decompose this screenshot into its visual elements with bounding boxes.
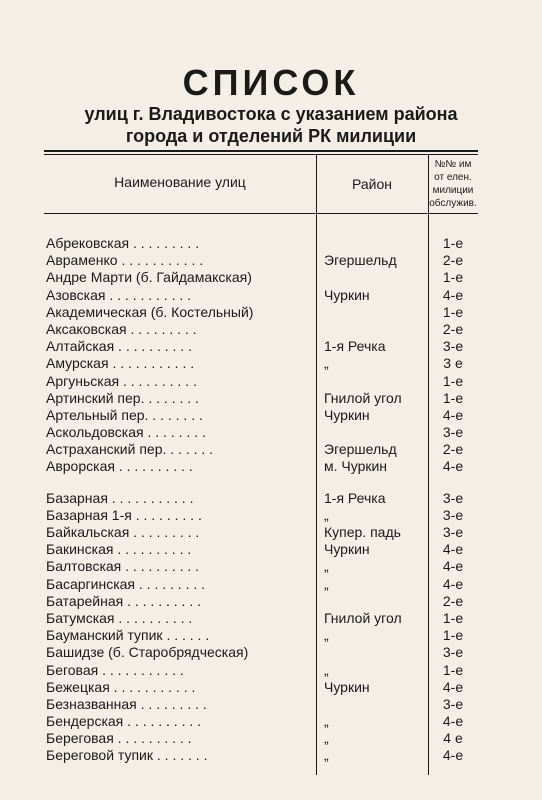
department-cell: 1-е xyxy=(442,372,464,389)
department-cell: 1-е xyxy=(442,661,464,678)
district-cell: „ xyxy=(324,661,329,678)
department-cell: 4-е xyxy=(442,458,464,475)
table-row xyxy=(0,252,542,269)
department-cell: 4-е xyxy=(442,286,464,303)
table-row xyxy=(0,730,542,747)
table-row xyxy=(0,407,542,424)
street-name: Авраменко . . . . . . . . . . . xyxy=(46,252,204,269)
street-name: Астраханский пер. . . . . . . xyxy=(46,441,214,458)
district-cell: „ xyxy=(324,355,329,372)
street-name: Базарная . . . . . . . . . . . xyxy=(46,489,194,506)
district-cell: „ xyxy=(324,713,329,730)
table-row xyxy=(0,373,542,390)
department-cell: 4-е xyxy=(442,575,464,592)
table-row xyxy=(0,679,542,696)
street-name: Бакинская . . . . . . . . . . xyxy=(46,541,192,558)
department-cell: 2-е xyxy=(442,592,464,609)
district-cell: Эгершельд xyxy=(324,441,397,458)
column-header-department-line: №№ им xyxy=(434,159,472,170)
table-row xyxy=(0,593,542,610)
district-cell: „ xyxy=(324,730,329,747)
table-row xyxy=(0,541,542,558)
department-cell: 3-е xyxy=(442,695,464,712)
table-row xyxy=(0,304,542,321)
department-cell: 4 е xyxy=(443,730,463,747)
table-row xyxy=(0,287,542,304)
table-row xyxy=(0,235,542,252)
department-cell: 3-е xyxy=(442,338,464,355)
department-cell: 4-е xyxy=(442,541,464,558)
street-name: Алтайская . . . . . . . . . . xyxy=(46,338,192,355)
street-name: Абрековская . . . . . . . . . xyxy=(46,235,200,251)
street-name: Балтовская . . . . . . . . . . xyxy=(46,558,200,575)
column-header-district: Район xyxy=(352,176,392,192)
department-cell: 4-е xyxy=(442,747,464,764)
table-row xyxy=(0,627,542,644)
column-header-department-line: от елен. xyxy=(434,172,472,183)
table-row xyxy=(0,576,542,593)
table-row xyxy=(0,458,542,475)
table-row xyxy=(0,713,542,730)
table-row xyxy=(0,441,542,458)
district-cell: Чуркин xyxy=(324,541,370,558)
column-header-name: Наименование улиц xyxy=(114,174,246,190)
department-cell: 3-е xyxy=(442,506,464,523)
table-row xyxy=(0,662,542,679)
subtitle-line-1: улиц г. Владивостока с указанием района xyxy=(84,104,458,124)
street-name: Байкальская . . . . . . . . . xyxy=(46,524,200,540)
department-cell: 1-е xyxy=(442,269,464,286)
table-row xyxy=(0,338,542,355)
street-name: Бежецкая . . . . . . . . . . . xyxy=(46,678,196,695)
district-cell: Чуркин xyxy=(324,286,370,303)
street-name: Бауманский тупик . . . . . . xyxy=(46,627,210,644)
street-name: Андре Марти (б. Гайдамакская) xyxy=(46,269,252,286)
table-row xyxy=(0,524,542,541)
department-cell: 1-е xyxy=(442,389,464,406)
department-cell: 4-е xyxy=(442,678,464,695)
table-row xyxy=(0,610,542,627)
department-cell: 4-е xyxy=(442,406,464,423)
department-cell: 1-е xyxy=(442,627,464,644)
street-name: Береговой тупик . . . . . . . xyxy=(46,747,208,764)
district-cell: „ xyxy=(324,506,329,523)
street-name: Аргуньская . . . . . . . . . . xyxy=(46,372,197,389)
column-header-department xyxy=(428,158,478,210)
street-name: Басаргинская . . . . . . . . . xyxy=(46,575,206,592)
street-name: Безназванная . . . . . . . . . xyxy=(46,695,207,712)
street-name: Батумская . . . . . . . . . . xyxy=(46,609,193,626)
column-header-department-line: милиции xyxy=(432,185,474,196)
page-title: СПИСОК xyxy=(182,62,360,103)
street-name: Базарная 1-я . . . . . . . . . xyxy=(46,506,202,523)
table-row xyxy=(0,644,542,661)
table-row xyxy=(0,558,542,575)
department-cell: 3-е xyxy=(442,644,464,661)
district-cell: Купер. падь xyxy=(324,524,401,540)
district-cell: Гнилой угол xyxy=(324,389,402,406)
street-name: Артельный пер. . . . . . . . xyxy=(46,406,203,423)
table-header-rule xyxy=(44,213,478,214)
district-cell: „ xyxy=(324,627,329,644)
street-name: Академическая (б. Костельный) xyxy=(46,303,254,320)
district-cell: Гнилой угол xyxy=(324,609,402,626)
district-cell: „ xyxy=(324,747,329,764)
street-name: Беговая . . . . . . . . . . . xyxy=(46,661,184,678)
department-cell: 1-е xyxy=(442,303,464,320)
district-cell: „ xyxy=(324,558,329,575)
subtitle-line-2: города и отделений РК милиции xyxy=(125,126,417,146)
district-cell: Чуркин xyxy=(324,406,370,423)
department-cell: 2-е xyxy=(442,441,464,458)
street-name: Аксаковская . . . . . . . . . xyxy=(46,320,197,337)
district-cell: 1-я Речка xyxy=(324,489,386,506)
department-cell: 2-е xyxy=(442,320,464,337)
department-cell: 2-е xyxy=(442,252,464,269)
table-row xyxy=(0,424,542,441)
street-name: Азовская . . . . . . . . . . . xyxy=(46,286,192,303)
street-name: Аврорская . . . . . . . . . . xyxy=(46,458,193,475)
street-table-body xyxy=(0,235,542,765)
department-cell: 3-е xyxy=(442,424,464,441)
street-name: Амурская . . . . . . . . . . . xyxy=(46,355,195,372)
table-row xyxy=(0,747,542,764)
table-top-rule xyxy=(44,150,478,152)
department-cell: 1-е xyxy=(442,609,464,626)
district-cell: Эгершельд xyxy=(324,252,397,269)
table-row xyxy=(0,390,542,407)
district-cell: Чуркин xyxy=(324,678,370,695)
section-gap xyxy=(0,476,542,490)
department-cell: 3-е xyxy=(442,489,464,506)
table-top-rule-thin xyxy=(44,154,478,155)
table-row xyxy=(0,507,542,524)
street-name: Бендерская . . . . . . . . . . xyxy=(46,713,202,730)
table-row xyxy=(0,696,542,713)
department-cell: 1-е xyxy=(442,235,464,251)
department-cell: 3-е xyxy=(442,524,464,540)
table-row xyxy=(0,490,542,507)
department-cell: 4-е xyxy=(442,713,464,730)
table-row xyxy=(0,355,542,372)
department-cell: 4-е xyxy=(442,558,464,575)
table-row xyxy=(0,321,542,338)
district-cell: „ xyxy=(324,575,329,592)
street-name: Аскольдовская . . . . . . . . xyxy=(46,424,206,441)
table-row xyxy=(0,269,542,286)
street-name: Батарейная . . . . . . . . . . xyxy=(46,592,201,609)
department-cell: 3 е xyxy=(443,355,463,372)
street-name: Башидзе (б. Старобрядческая) xyxy=(46,644,249,661)
district-cell: 1-я Речка xyxy=(324,338,386,355)
street-name: Артинский пер. . . . . . . . xyxy=(46,389,199,406)
column-header-department-line: обслужив. xyxy=(429,198,477,209)
district-cell: м. Чуркин xyxy=(324,458,388,475)
street-name: Береговая . . . . . . . . . . xyxy=(46,730,192,747)
